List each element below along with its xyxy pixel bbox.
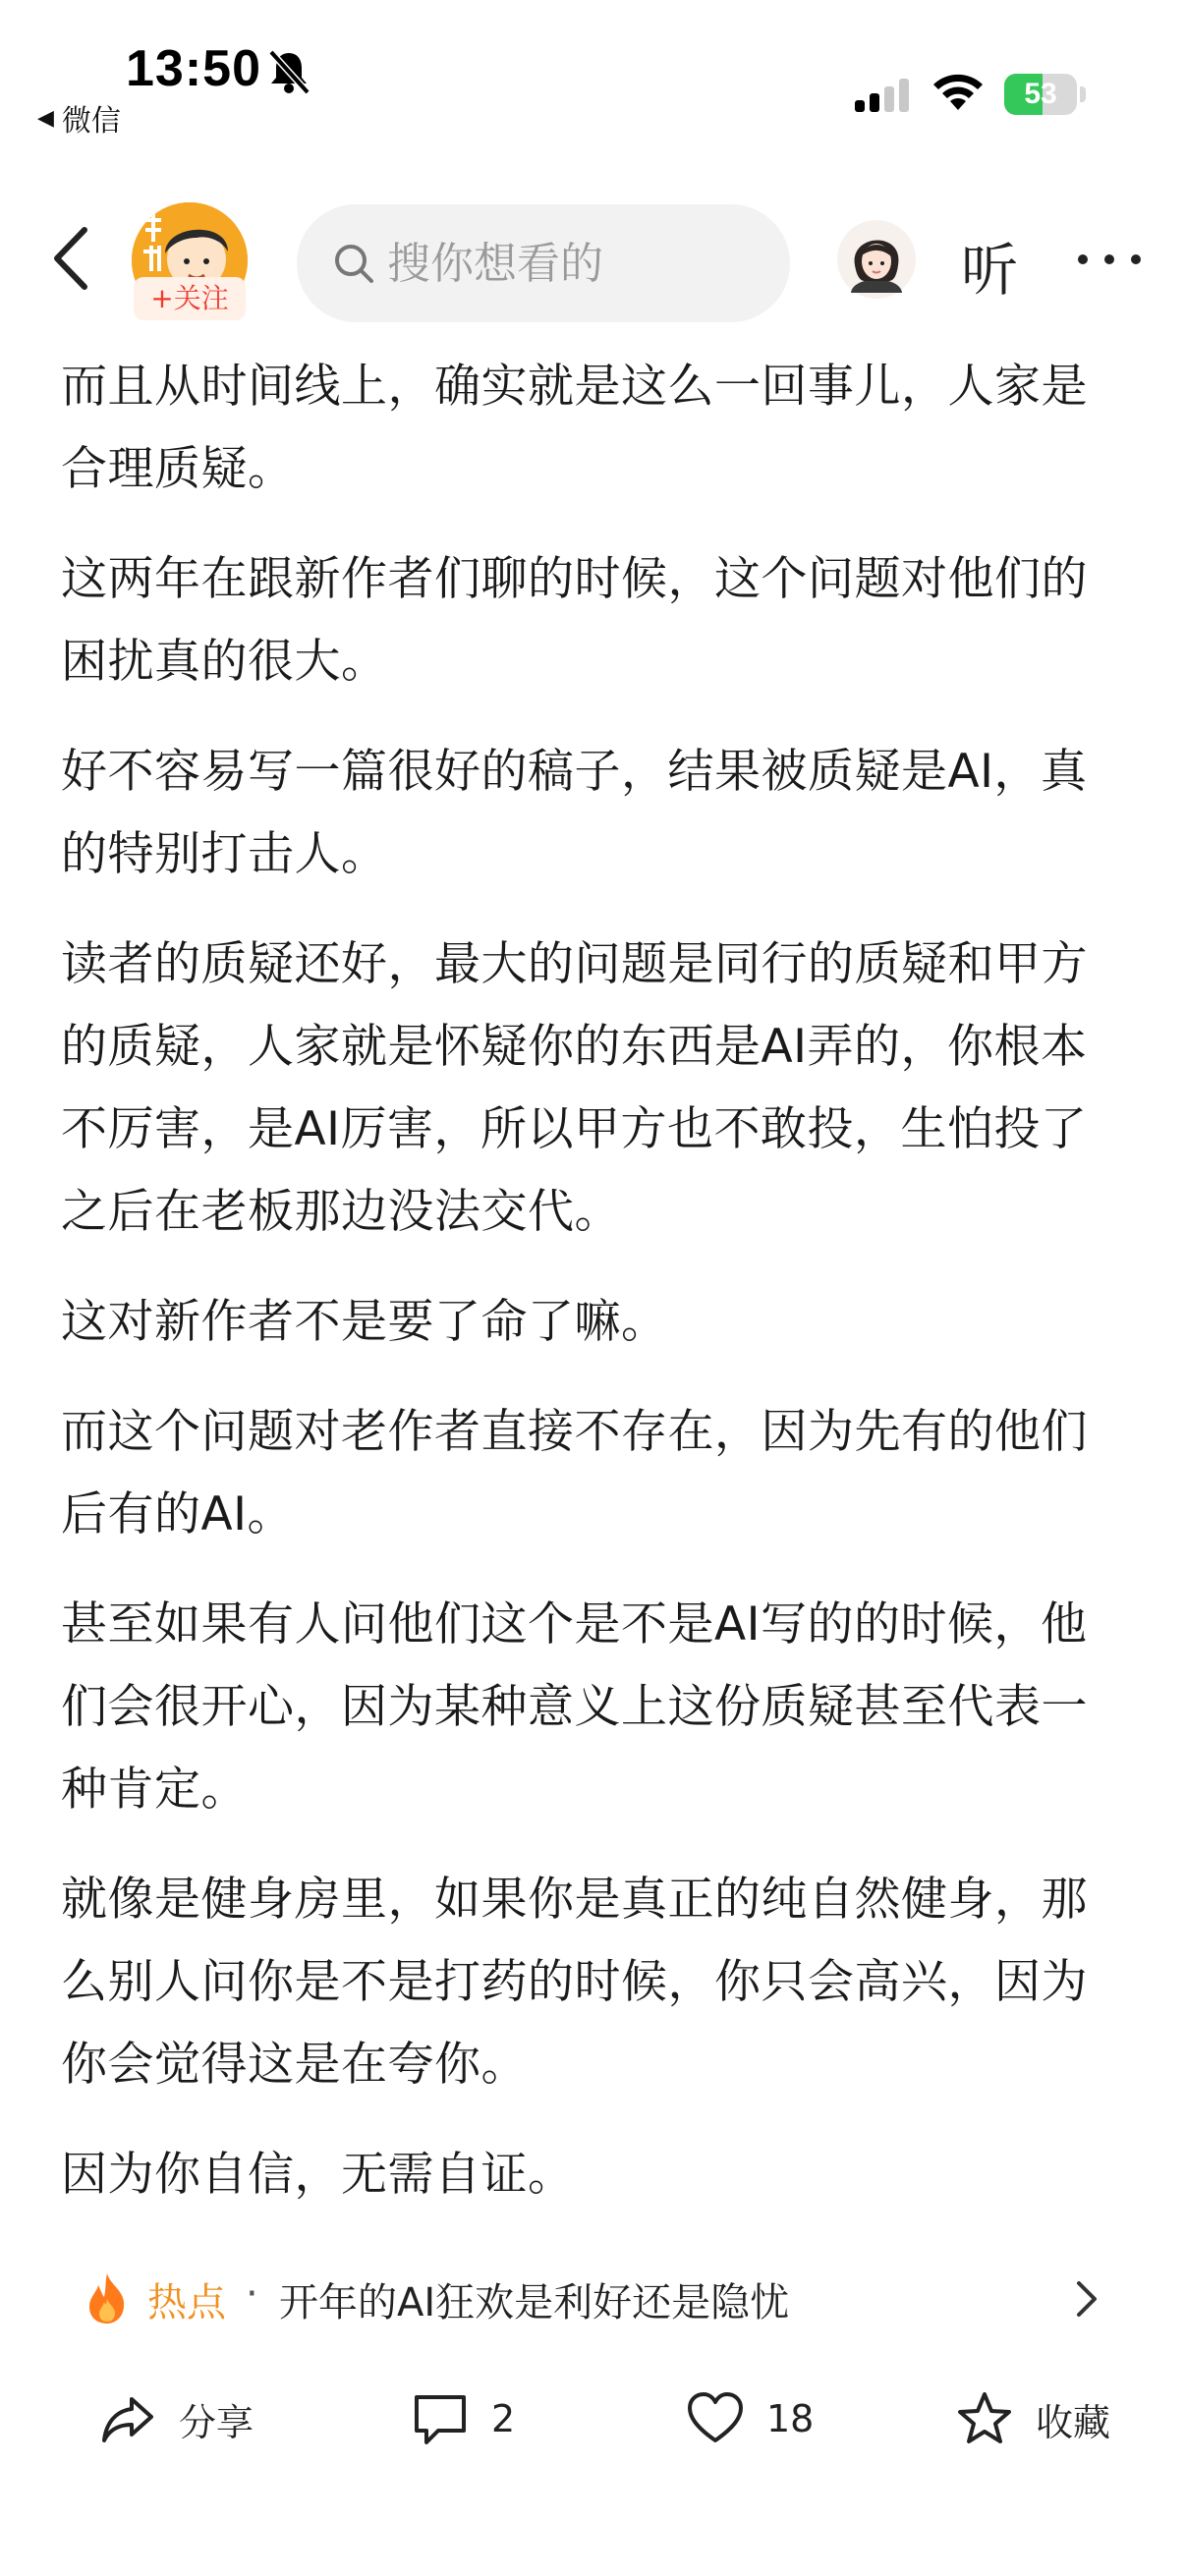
- article-paragraph: 而这个问题对老作者直接不存在，因为先有的他们后有的AI。: [61, 1405, 1088, 1541]
- search-icon: [332, 242, 375, 285]
- article-paragraph: 甚至如果有人问他们这个是不是AI写的的时候，他们会很开心，因为某种意义上这份质疑甚至代表一种肯定。: [61, 1597, 1088, 1817]
- collect-label: 收藏: [1036, 2400, 1111, 2444]
- back-triangle-icon: ◀: [37, 105, 54, 131]
- listen-button[interactable]: 听: [961, 237, 1019, 304]
- article-paragraph: 读者的质疑还好，最大的问题是同行的质疑和甲方的质疑，人家就是怀疑你的东西是AI弄的，你根本不厉害，是AI厉害，所以甲方也不敢投，生怕投了之后在老板那边没法交代。: [61, 937, 1088, 1239]
- battery-percent: 53: [1024, 78, 1057, 110]
- star-icon: [955, 2389, 1014, 2448]
- more-options-icon[interactable]: [1075, 250, 1144, 269]
- battery-nub: [1080, 86, 1086, 102]
- share-label: 分享: [179, 2400, 254, 2444]
- bottom-action-bar: [0, 2370, 1185, 2507]
- like-button[interactable]: [686, 2370, 814, 2468]
- search-input[interactable]: [385, 238, 782, 290]
- comment-button[interactable]: [411, 2370, 515, 2468]
- hot-topic-label: 热点: [147, 2280, 226, 2325]
- comment-count: 2: [491, 2397, 516, 2440]
- article-paragraph: 好不容易写一篇很好的稿子，结果被质疑是AI，真的特别打击人。: [61, 745, 1088, 881]
- back-chevron-icon[interactable]: [49, 224, 92, 293]
- share-button[interactable]: [98, 2370, 254, 2468]
- voice-reader-avatar[interactable]: [837, 220, 916, 299]
- back-app-label: 微信: [61, 104, 121, 139]
- nav-bar: [0, 196, 1185, 324]
- bell-off-icon: [267, 49, 310, 94]
- battery-indicator: [1004, 74, 1087, 115]
- battery-body: [1004, 74, 1077, 115]
- chevron-right-icon: [1075, 2279, 1099, 2319]
- follow-button[interactable]: +关注: [134, 277, 246, 320]
- status-bar: [0, 0, 1185, 147]
- article-paragraph: 因为你自信，无需自证。: [61, 2148, 575, 2202]
- cellular-signal-icon: [853, 77, 912, 116]
- heart-icon: [686, 2389, 745, 2448]
- status-time: 13:50: [126, 40, 261, 97]
- article-paragraph: 这两年在跟新作者们聊的时候，这个问题对他们的困扰真的很大。: [61, 552, 1088, 689]
- author-avatar-button[interactable]: [130, 202, 250, 328]
- article-body: [61, 346, 1132, 2222]
- search-bar[interactable]: [297, 204, 790, 322]
- hot-topic-title: 开年的AI狂欢是利好还是隐忧: [279, 2280, 790, 2325]
- comment-icon: [411, 2389, 470, 2448]
- back-to-app-link[interactable]: [37, 96, 121, 140]
- share-icon: [98, 2389, 157, 2448]
- article-paragraph: 而且从时间线上，确实就是这么一回事儿，人家是合理质疑。: [61, 360, 1088, 496]
- like-count: 18: [766, 2397, 815, 2440]
- collect-button[interactable]: [955, 2370, 1110, 2468]
- fire-icon: [86, 2271, 128, 2324]
- hot-topic-separator: ·: [246, 2271, 258, 2317]
- wifi-icon: [930, 69, 987, 112]
- article-paragraph: 就像是健身房里，如果你是真正的纯自然健身，那么别人问你是不是打药的时候，你只会高兴，因为你会觉得这是在夸你。: [61, 1873, 1088, 2092]
- article-paragraph: 这对新作者不是要了命了嘛。: [61, 1295, 668, 1349]
- hot-topic-link[interactable]: [0, 2222, 1185, 2370]
